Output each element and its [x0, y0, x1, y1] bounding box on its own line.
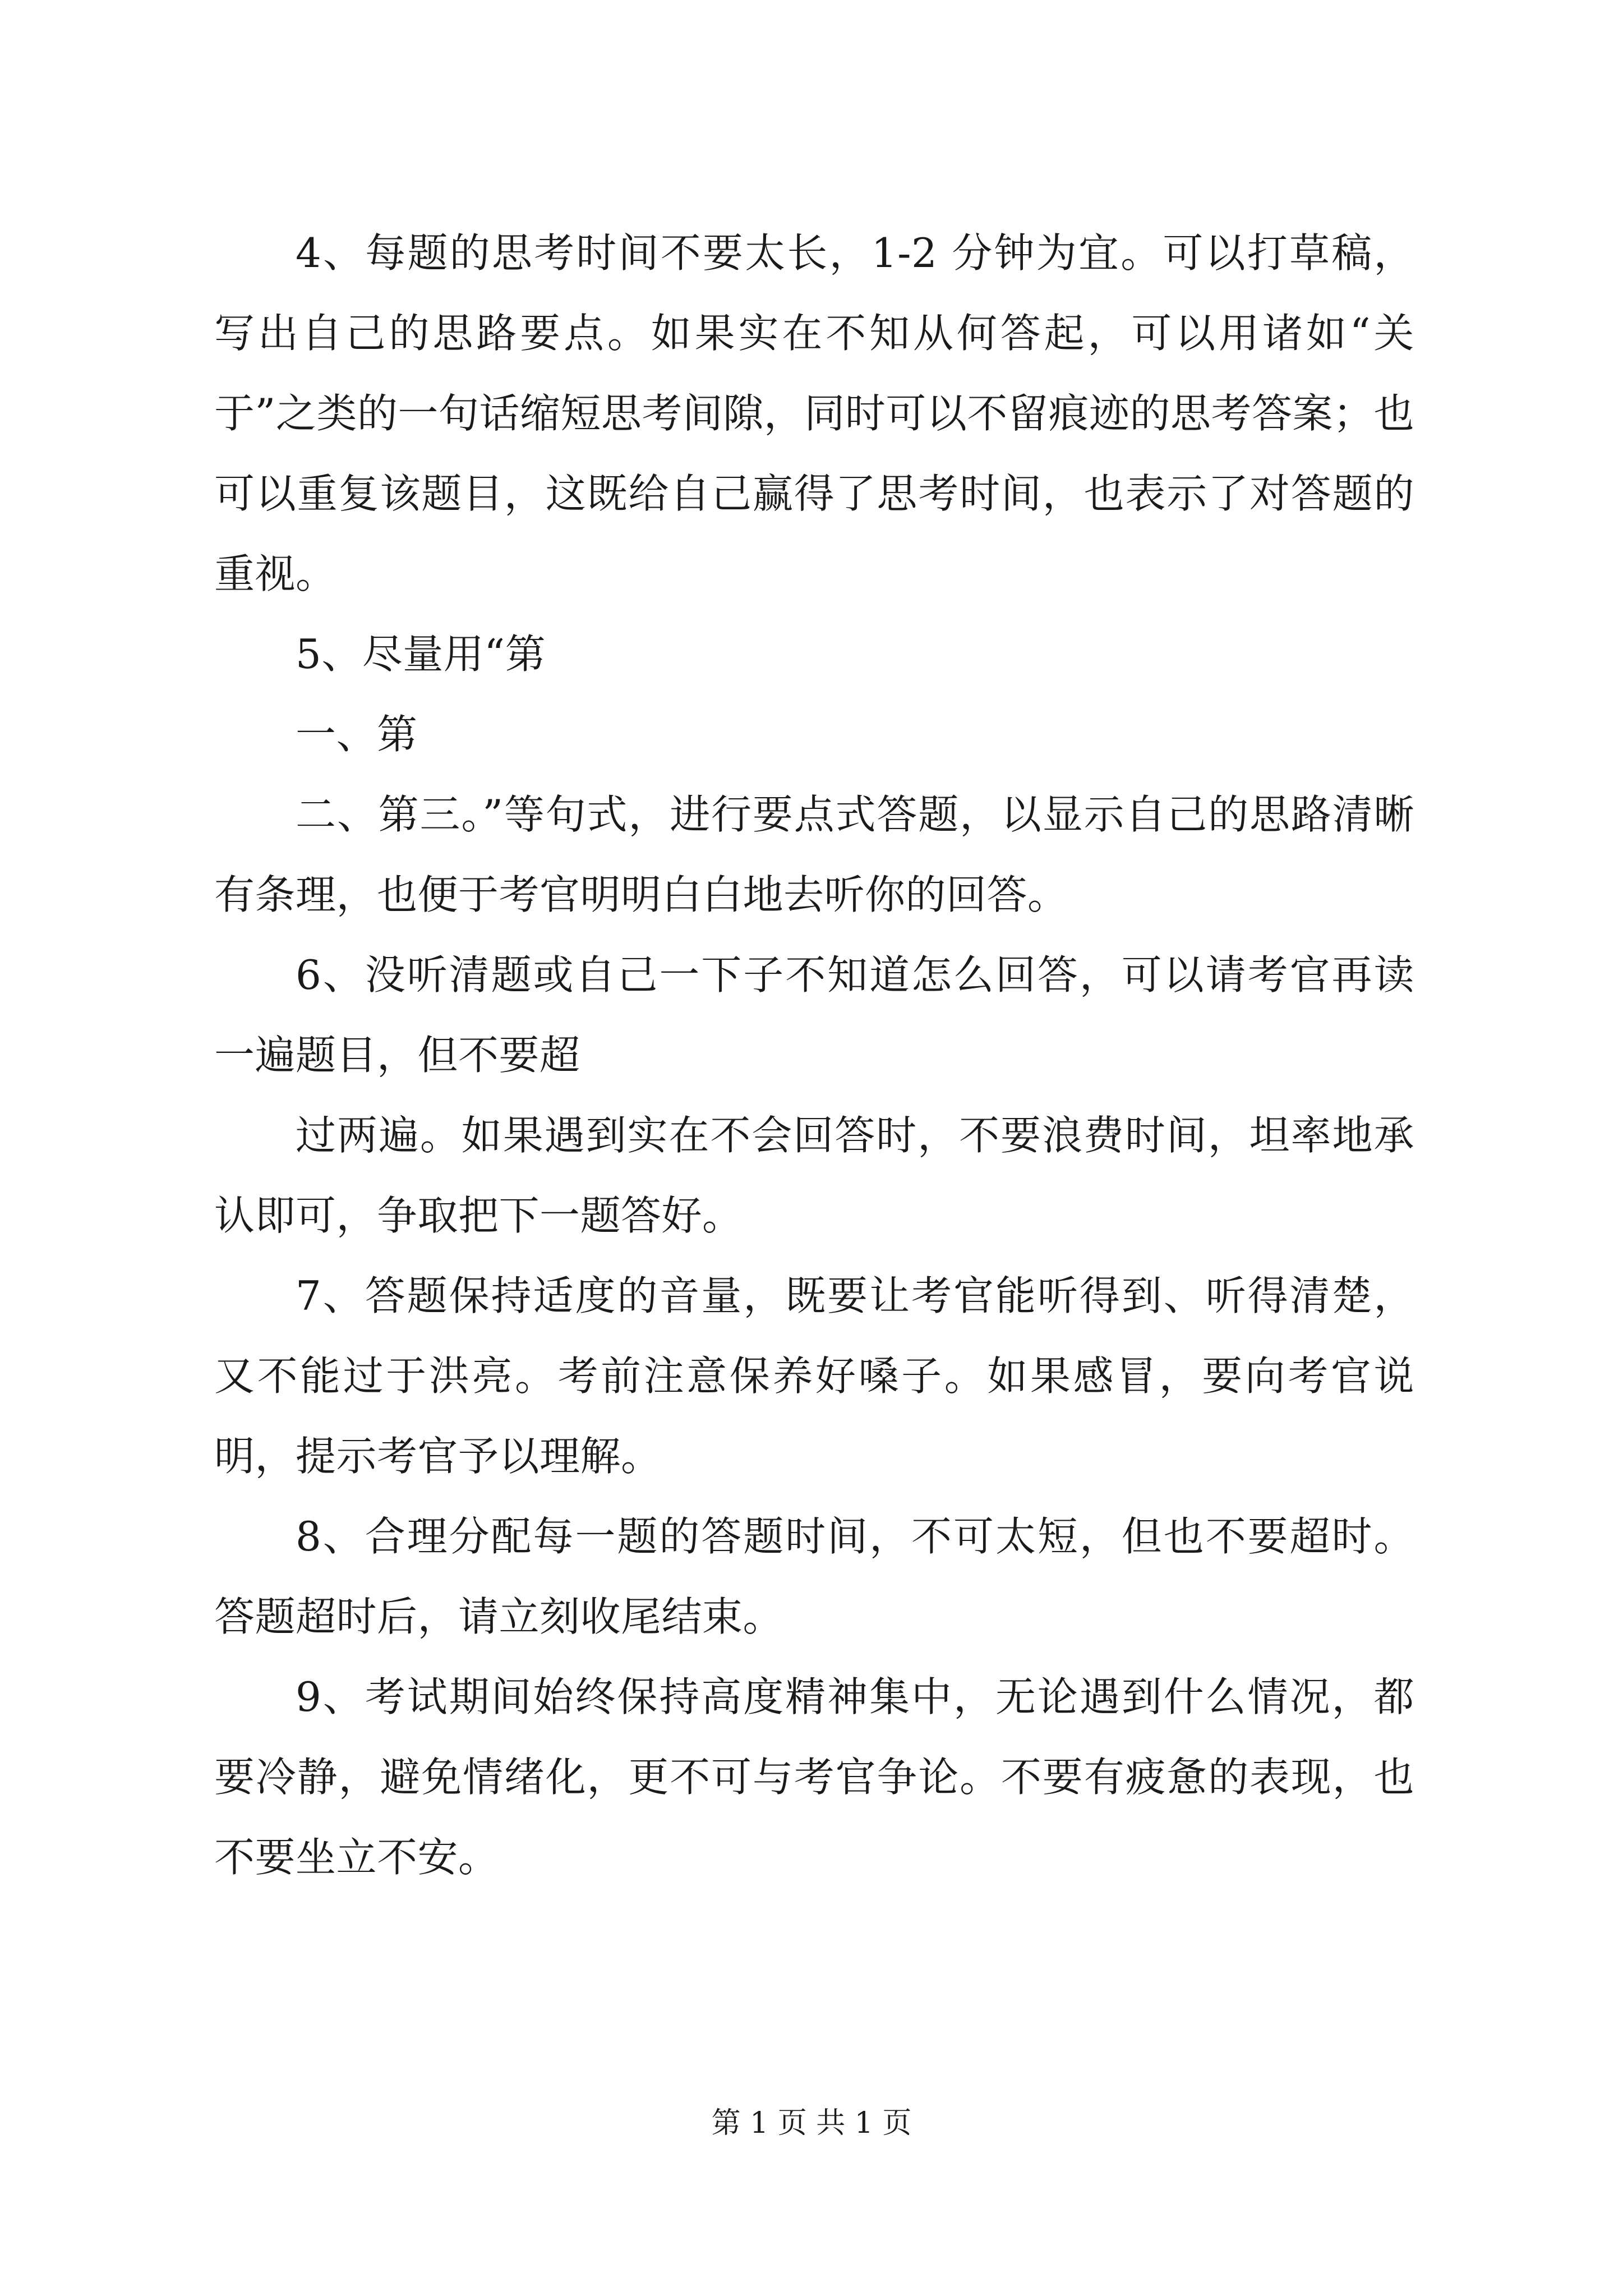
document-body [214, 213, 1414, 1898]
paragraph-9: 9、考试期间始终保持高度精神集中，无论遇到什么情况，都要冷静，避免情绪化，更不可与考官争论。不要有疲惫的表现，也不要坐立不安。 [214, 1673, 1414, 1881]
paragraph-8: 8、合理分配每一题的答题时间，不可太短，但也不要超时。答题超时后，请立刻收尾结束。 [214, 1513, 1414, 1640]
paragraph-4: 4、每题的思考时间不要太长，1-2 分钟为宜。可以打草稿，写出自己的思路要点。如果实在不知从何答起，可以用诸如“关于”之类的一句话缩短思考间隙，同时可以不留痕迹的思考答案；也可以重复该题目，这既给自己赢得了思考时间，也表示了对答题的重视。 [214, 229, 1414, 597]
paragraph-5-item-2: 二、第三。”等句式，进行要点式答题，以显示自己的思路清晰有条理，也便于考官明明白白地去听你的回答。 [214, 791, 1414, 918]
paragraph-5-item-1: 一、第 [296, 711, 418, 758]
page-number-label: 第 1 页 共 1 页 [711, 2106, 912, 2140]
paragraph-5: 5、尽量用“第 [296, 631, 546, 678]
paragraph-6: 6、没听清题或自己一下子不知道怎么回答，可以请考官再读一遍题目，但不要超 [214, 951, 1414, 1079]
paragraph-6-continued: 过两遍。如果遇到实在不会回答时，不要浪费时间，坦率地承认即可，争取把下一题答好。 [214, 1112, 1414, 1239]
page-footer [0, 2104, 1623, 2143]
paragraph-7: 7、答题保持适度的音量，既要让考官能听得到、听得清楚，又不能过于洪亮。考前注意保养好嗓子。如果感冒，要向考官说明，提示考官予以理解。 [214, 1272, 1414, 1480]
